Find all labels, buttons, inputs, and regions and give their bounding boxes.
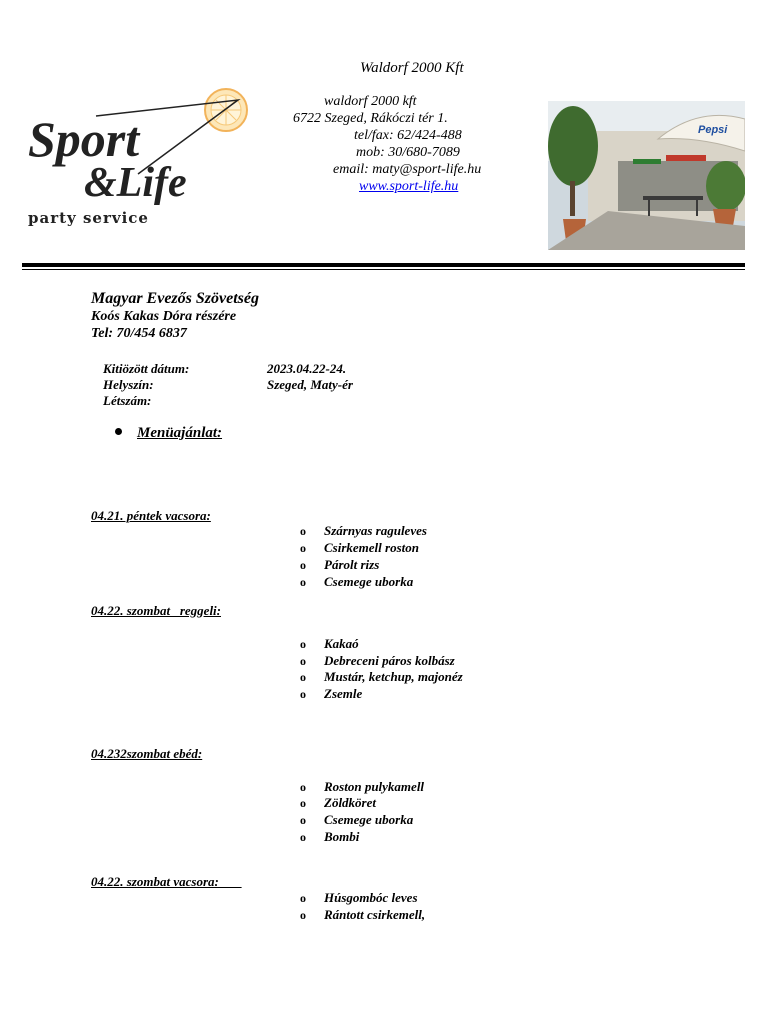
header-divider-thick: [22, 263, 745, 267]
list-bullet: o: [300, 558, 306, 572]
info-label-date: Kitiözött dátum:: [103, 361, 190, 376]
header-divider-thin: [22, 269, 745, 270]
list-item: o Mustár, ketchup, majonéz: [300, 669, 463, 684]
list-item: o Bombi: [300, 829, 360, 844]
list-bullet: o: [300, 908, 306, 922]
list-item: o Rántott csirkemell,: [300, 907, 426, 922]
address-email: email: maty@sport-life.hu: [333, 162, 482, 177]
list-bullet: o: [300, 830, 306, 844]
photo-graphic: [548, 101, 745, 250]
list-bullet: o: [300, 687, 306, 701]
svg-text:&Life: &Life: [84, 160, 187, 206]
list-bullet: o: [300, 637, 306, 651]
info-value-date: 2023.04.22-24.: [267, 361, 347, 376]
list-item: o Debreceni páros kolbász: [300, 653, 455, 668]
list-item: o Zsemle: [300, 686, 363, 701]
company-title: Waldorf 2000 Kft: [360, 60, 464, 76]
menu-bullet-icon: [115, 428, 122, 435]
list-item: o Roston pulykamell: [300, 779, 425, 794]
list-item: o Párolt rizs: [300, 557, 380, 572]
logo-graphic: [26, 88, 256, 238]
list-bullet: o: [300, 780, 306, 794]
info-label-location: Helyszín:: [103, 377, 154, 392]
list-bullet: o: [300, 524, 306, 538]
address-street: 6722 Szeged, Rákóczi tér 1.: [293, 111, 448, 126]
orange-slice-icon: [205, 89, 247, 131]
menu-heading: Menüajánlat:: [137, 425, 223, 441]
list-bullet: o: [300, 813, 306, 827]
restaurant-terrace-photo: [548, 101, 745, 250]
list-item: o Csirkemell roston: [300, 540, 419, 555]
sport-life-logo: [26, 88, 256, 238]
list-bullet: o: [300, 891, 306, 905]
section-title-saturday-breakfast: 04.22. szombat reggeli:: [91, 603, 221, 618]
recipient-tel: Tel: 70/454 6837: [91, 326, 187, 341]
address-telfax: tel/fax: 62/424-488: [354, 128, 462, 143]
list-item: o Szárnyas raguleves: [300, 523, 427, 538]
list-bullet: o: [300, 541, 306, 555]
address-mobile: mob: 30/680-7089: [356, 145, 460, 160]
list-bullet: o: [300, 670, 306, 684]
svg-text:Pepsi: Pepsi: [698, 124, 728, 136]
info-value-location: Szeged, Maty-ér: [267, 377, 353, 392]
svg-text:party service: party service: [28, 209, 149, 227]
section-title-saturday-dinner: 04.22. szombat vacsora:: [91, 874, 242, 889]
svg-text:Sport: Sport: [28, 111, 140, 167]
info-label-headcount: Létszám:: [103, 393, 152, 408]
list-item: o Csemege uborka: [300, 574, 414, 589]
list-item: o Zöldköret: [300, 795, 376, 810]
recipient-name: Magyar Evezős Szövetség: [91, 290, 259, 307]
list-bullet: o: [300, 796, 306, 810]
section-title-saturday-lunch: 04.232szombat ebéd:: [91, 746, 203, 761]
list-item: o Csemege uborka: [300, 812, 414, 827]
website-link[interactable]: www.sport-life.hu: [359, 179, 459, 194]
section-title-friday-dinner: 04.21. péntek vacsora:: [91, 508, 211, 523]
list-bullet: o: [300, 575, 306, 589]
list-item: o Húsgombóc leves: [300, 890, 418, 905]
list-bullet: o: [300, 654, 306, 668]
recipient-attention: Koós Kakas Dóra részére: [91, 309, 237, 324]
address-company: waldorf 2000 kft: [324, 94, 417, 109]
list-item: o Kakaó: [300, 636, 359, 651]
